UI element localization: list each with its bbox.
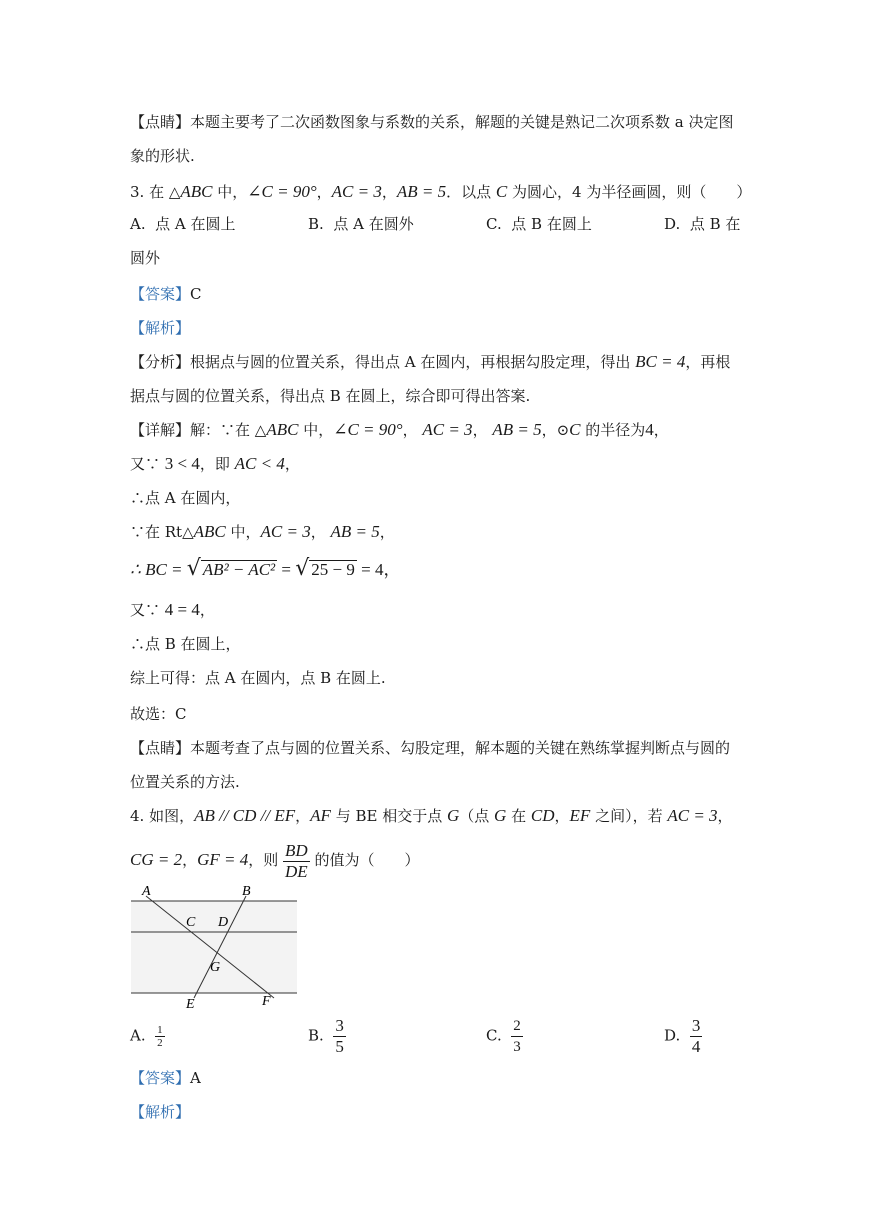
figure-background — [131, 901, 297, 993]
label-a: A — [142, 884, 151, 899]
q3-xiangjie-line-8: 综上可得：点 A 在圆内，点 B 在圆上. — [130, 669, 386, 687]
q4-stem-line-2: CG = 2，GF = 4，则 $\frac{BD}{DE}$ 的值为（ ） — [130, 840, 420, 881]
q3-xiangjie-line-2: 又∵ 3 < 4，即 AC < 4， — [130, 454, 300, 473]
label-d: D — [218, 915, 229, 930]
label-g: G — [210, 960, 221, 975]
q4-option-b[interactable]: B. $\frac{3}{5}$ — [308, 1016, 344, 1056]
answer-tag: 【答案】 — [130, 285, 191, 303]
q3-option-d[interactable]: D. 点 B 在 — [664, 215, 741, 233]
intro-dianjing-line-2: 象的形状. — [130, 147, 195, 165]
q3-dianjing-line-2: 位置关系的方法. — [130, 773, 240, 791]
q4-option-d[interactable]: D. $\frac{3}{4}$ — [664, 1016, 701, 1056]
q4-stem-line-1: 4. 如图，AB // CD // EF，AF 与 BE 相交于点 G（点 G 在 CD，EF 之间），若 AC = 3， — [130, 806, 733, 825]
bd-over-de-fraction: $\frac{BD}{DE}$ — [285, 840, 308, 881]
answer-value: C — [190, 285, 202, 303]
dianjing-tag: 【点睛】 — [130, 113, 191, 131]
q3-option-a[interactable]: A. 点 A 在圆上 — [130, 215, 236, 233]
q3-xiangjie-line-3: ∴点 A 在圆内， — [130, 489, 241, 507]
q3-fenxi-line-1: 【分析】根据点与圆的位置关系，得出点 A 在圆内，再根据勾股定理，得出 BC = 4，再根 — [130, 352, 731, 371]
q4-analysis-tag: 【解析】 — [130, 1103, 191, 1121]
answer-tag: 【答案】 — [130, 1069, 191, 1087]
label-b: B — [242, 884, 251, 899]
q3-option-b[interactable]: B. 点 A 在圆外 — [308, 215, 414, 233]
label-c: C — [186, 915, 196, 930]
option-d-fraction: $\frac{3}{4}$ — [691, 1016, 701, 1056]
q4-answer-line — [130, 1068, 201, 1088]
q3-option-c[interactable]: C. 点 B 在圆上 — [486, 215, 592, 233]
q3-stem: 3. 在 △ABC 中，∠C = 90°，AC = 3，AB = 5．以点 C 为圆心，4 为半径画圆，则（ ） — [130, 182, 752, 201]
label-f: F — [262, 994, 271, 1009]
option-b-fraction: $\frac{3}{5}$ — [335, 1016, 344, 1056]
q3-xiangjie-line-4: ∵在 Rt△ABC 中，AC = 3， AB = 5， — [130, 522, 395, 541]
q3-xiangjie-line-6: 又∵ 4 = 4， — [130, 600, 215, 619]
option-a-fraction: $\frac{1}{2}$ — [157, 1024, 163, 1049]
q3-dianjing-line-1: 【点睛】本题考查了点与圆的位置关系、勾股定理，解本题的关键在熟练掌握判断点与圆的 — [130, 739, 731, 757]
label-e: E — [186, 997, 195, 1012]
option-c-fraction: $\frac{2}{3}$ — [513, 1018, 521, 1055]
parallel-lines-figure — [128, 880, 303, 1015]
q4-option-a[interactable]: A. $\frac{1}{2}$ — [130, 1024, 163, 1049]
q3-xiangjie-line-9: 故选：C — [130, 705, 187, 723]
q3-fenxi-line-2: 据点与圆的位置关系，得出点 B 在圆上，综合即可得出答案. — [130, 387, 531, 405]
q3-xiangjie-line-1: 【详解】解：∵在 △ABC 中，∠C = 90°， AC = 3， AB = 5，⊙C 的半径为4， — [130, 420, 669, 439]
q3-xiangjie-line-5: ∴ BC = √ AB² − AC² = √ 25 − 9 = 4， — [130, 556, 401, 581]
q3-answer-line — [130, 284, 202, 304]
q4-option-c[interactable]: C. $\frac{2}{3}$ — [486, 1018, 521, 1055]
q3-xiangjie-line-7: ∴点 B 在圆上， — [130, 635, 241, 653]
answer-value: A — [190, 1069, 201, 1087]
q3-analysis-tag: 【解析】 — [130, 319, 191, 337]
q3-option-d-wrap: 圆外 — [130, 249, 161, 267]
intro-dianjing-line-1: 【点睛】本题主要考了二次函数图象与系数的关系，解题的关键是熟记二次项系数 a 决定图 — [130, 113, 734, 131]
